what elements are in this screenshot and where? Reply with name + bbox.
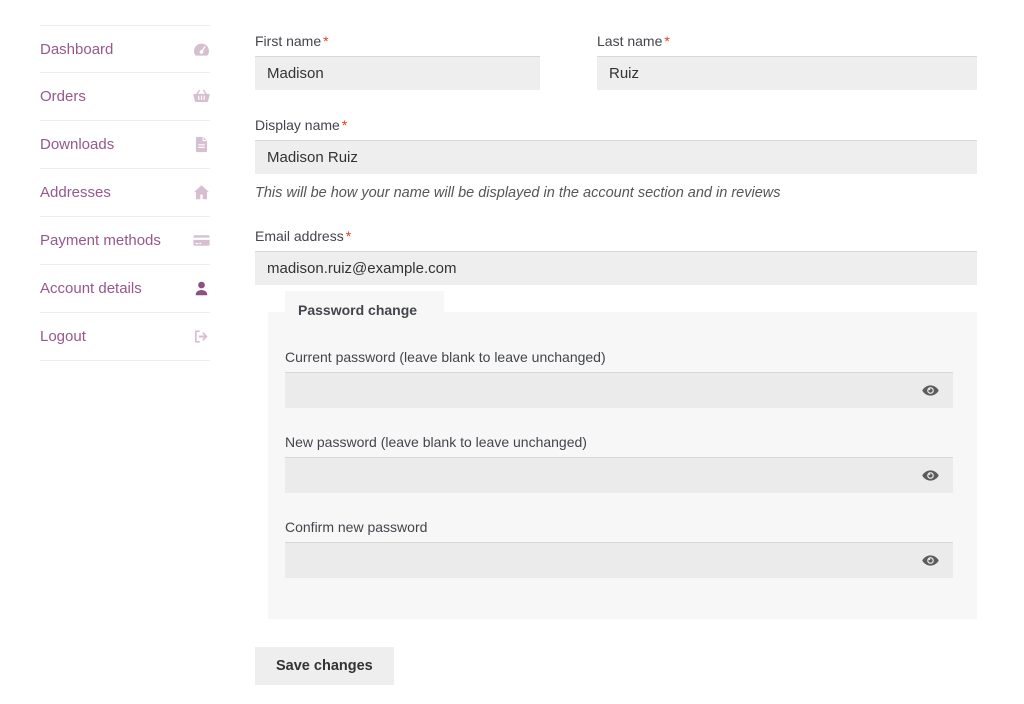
last-name-input[interactable] — [597, 56, 977, 90]
required-asterisk: * — [323, 33, 329, 49]
new-password-group — [285, 434, 953, 493]
display-name-label: Display name * — [255, 117, 348, 133]
confirm-password-group — [285, 519, 953, 578]
email-input[interactable] — [255, 251, 977, 285]
sidebar-item-label: Account details — [40, 280, 142, 297]
sidebar-item-downloads[interactable] — [40, 121, 210, 169]
new-password-input-wrap — [285, 457, 953, 493]
email-group — [255, 228, 977, 285]
email-label: Email address * — [255, 228, 352, 244]
first-name-label: First name * — [255, 33, 329, 49]
first-name-group — [255, 33, 540, 90]
current-password-label: Current password (leave blank to leave unchanged) — [285, 349, 606, 365]
required-asterisk: * — [345, 228, 352, 244]
account-sidebar — [40, 25, 210, 361]
save-changes-button[interactable]: Save changes — [255, 647, 394, 685]
password-change-legend: Password change — [285, 291, 444, 328]
account-details-form — [255, 33, 977, 685]
sidebar-item-label: Orders — [40, 88, 86, 105]
current-password-input[interactable] — [285, 372, 953, 408]
password-change-fieldset — [268, 302, 977, 619]
sidebar-item-addresses[interactable] — [40, 169, 210, 217]
show-password-eye-icon[interactable] — [919, 549, 941, 571]
sidebar-item-account-details[interactable] — [40, 265, 210, 313]
display-name-help-text: This will be how your name will be displayed in the account section and in reviews — [255, 185, 781, 201]
sidebar-item-orders[interactable] — [40, 73, 210, 121]
required-asterisk: * — [664, 33, 670, 49]
new-password-label: New password (leave blank to leave unchanged) — [285, 434, 587, 450]
sidebar-item-label: Dashboard — [40, 40, 114, 58]
credit-card-icon — [193, 232, 210, 249]
display-name-group — [255, 117, 977, 201]
name-fields-row — [255, 33, 977, 90]
sidebar-item-label: Payment methods — [40, 232, 161, 249]
confirm-password-input[interactable] — [285, 542, 953, 578]
sidebar-item-payment-methods[interactable] — [40, 217, 210, 265]
shopping-basket-icon — [193, 88, 210, 105]
logout-icon — [193, 328, 210, 345]
user-icon — [193, 280, 210, 297]
dashboard-gauge-icon — [193, 41, 210, 58]
sidebar-item-dashboard[interactable] — [40, 25, 210, 73]
current-password-input-wrap — [285, 372, 953, 408]
confirm-password-input-wrap — [285, 542, 953, 578]
first-name-input[interactable] — [255, 56, 540, 90]
sidebar-item-logout[interactable] — [40, 313, 210, 361]
new-password-input[interactable] — [285, 457, 953, 493]
show-password-eye-icon[interactable] — [919, 379, 941, 401]
home-icon — [193, 184, 210, 201]
show-password-eye-icon[interactable] — [919, 464, 941, 486]
file-icon — [193, 136, 210, 153]
sidebar-item-label: Logout — [40, 328, 86, 345]
display-name-input[interactable] — [255, 140, 977, 174]
sidebar-item-label: Addresses — [40, 184, 111, 201]
last-name-label: Last name * — [597, 33, 670, 49]
required-asterisk: * — [341, 117, 348, 133]
last-name-group — [597, 33, 977, 90]
confirm-password-label: Confirm new password — [285, 519, 428, 535]
sidebar-item-label: Downloads — [40, 136, 115, 153]
current-password-group — [285, 349, 953, 408]
